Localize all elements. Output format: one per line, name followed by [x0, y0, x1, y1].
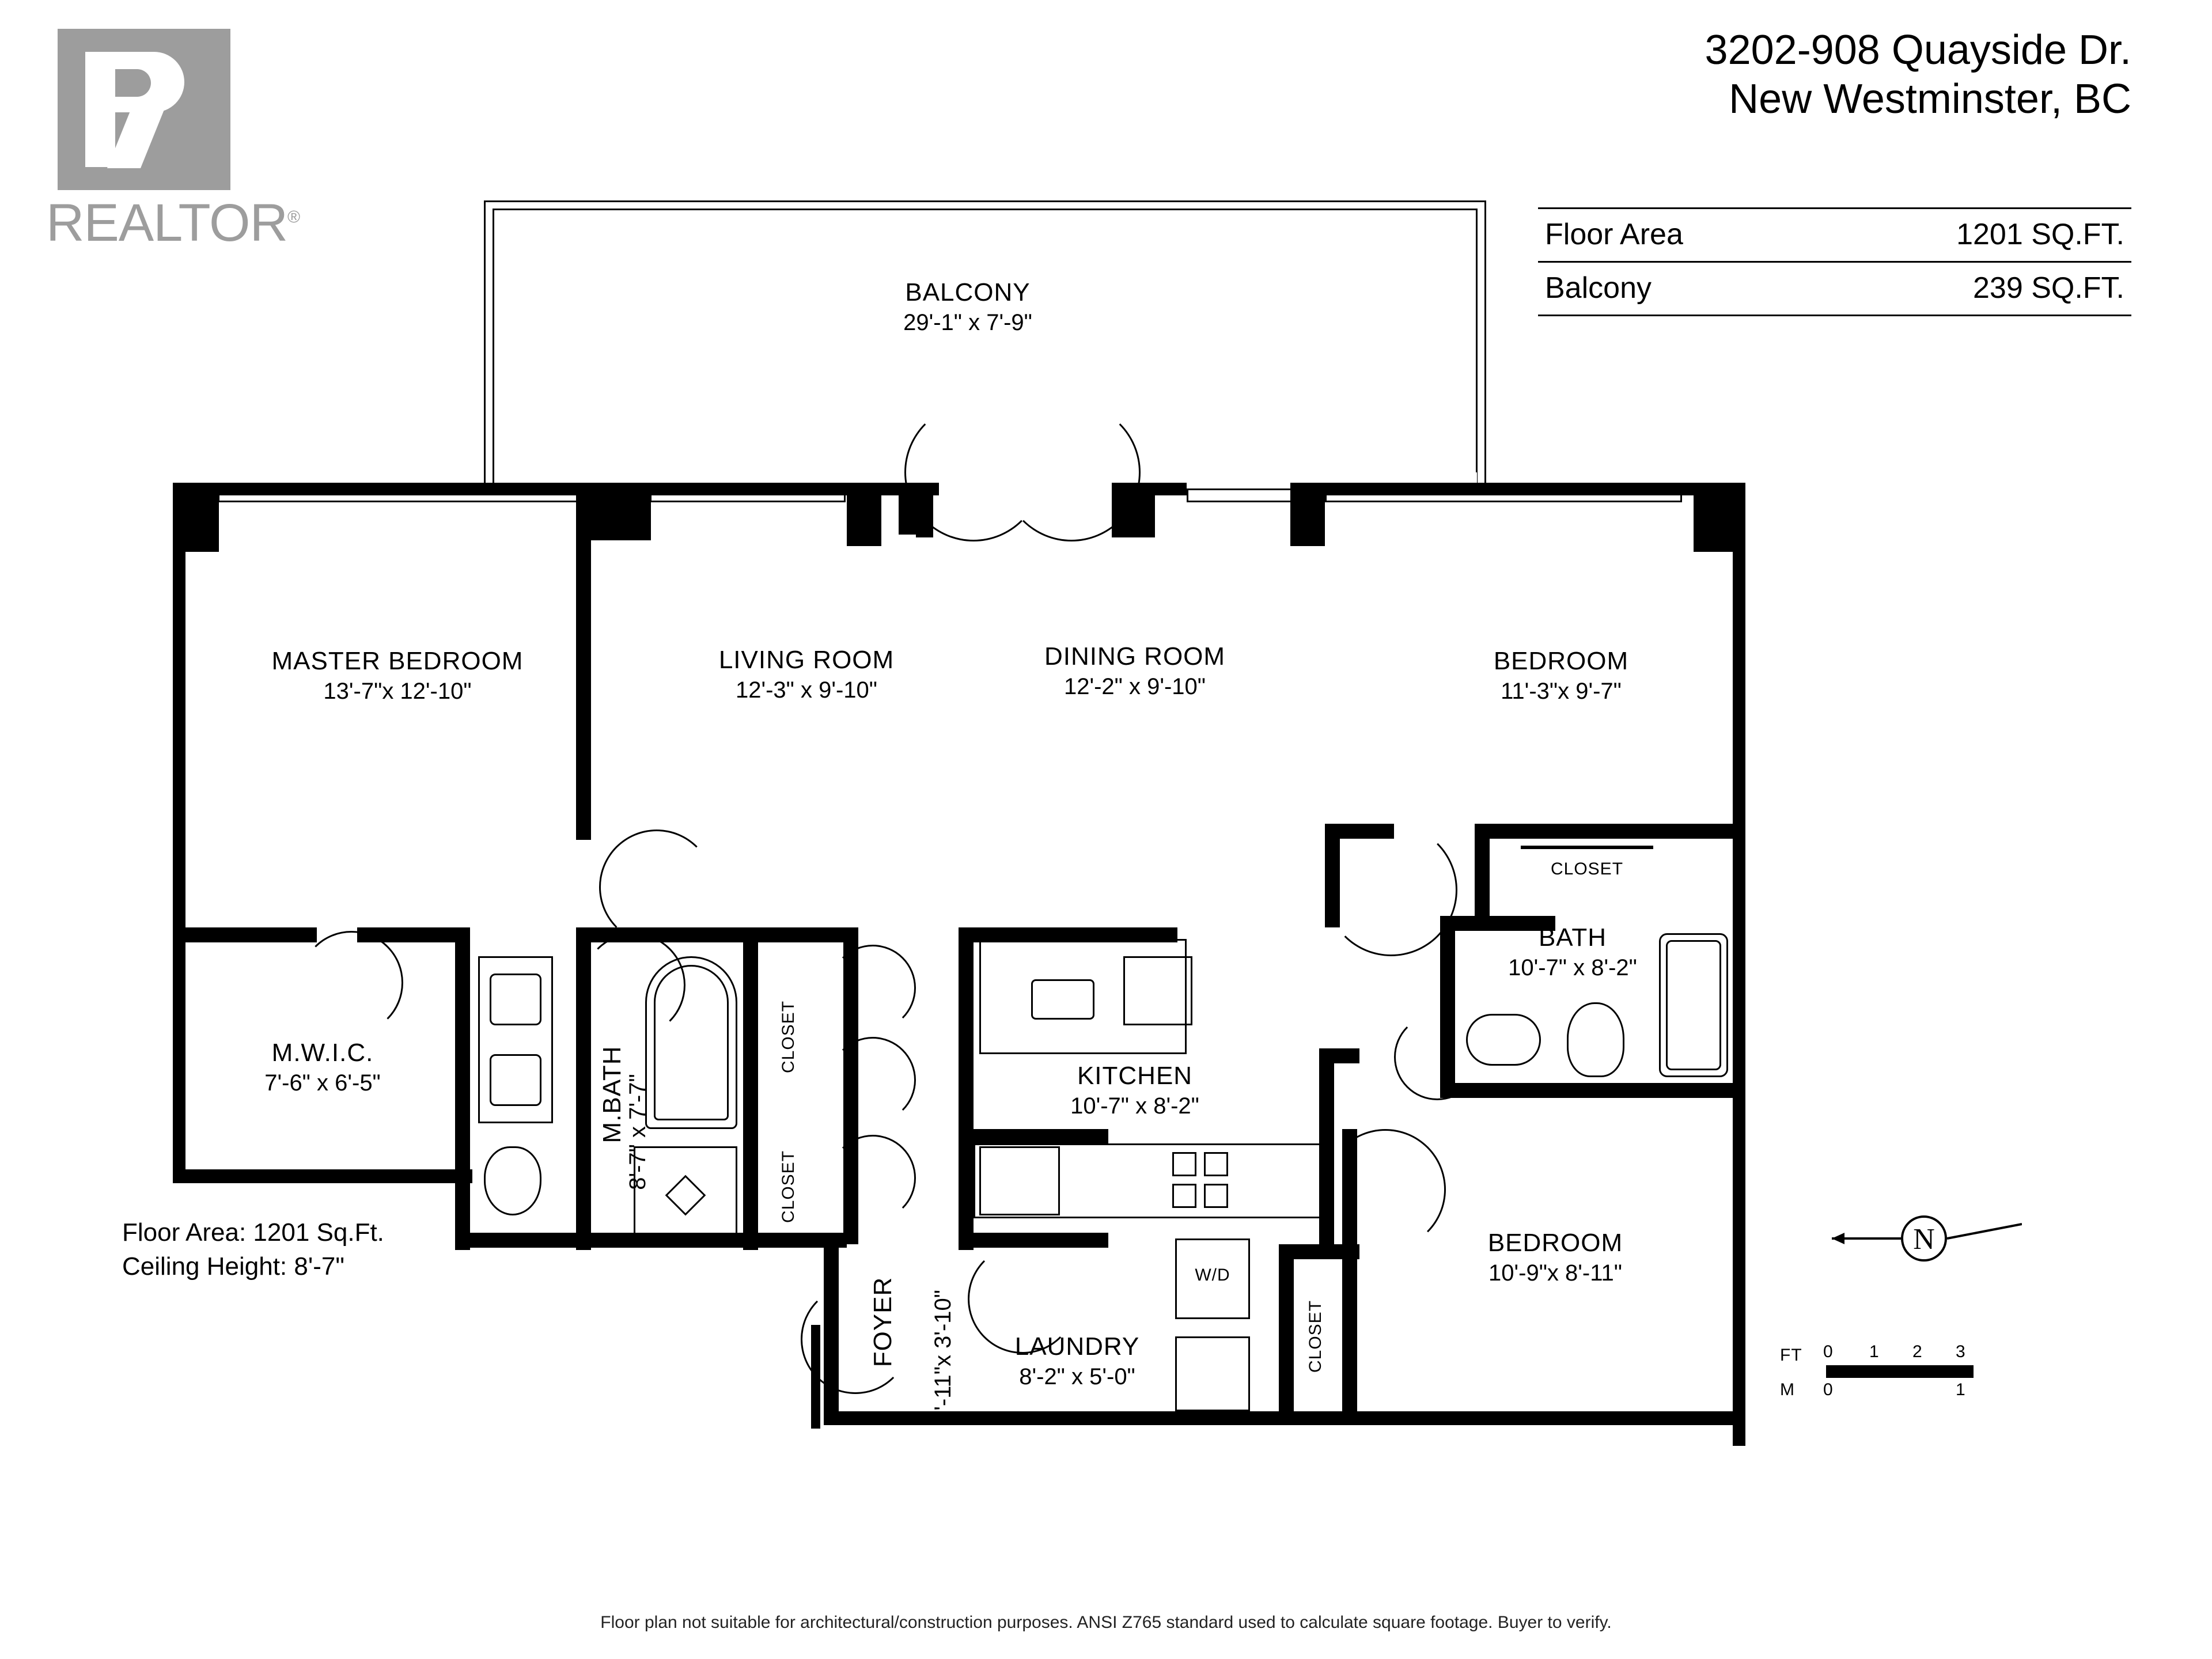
entry-door-leaf [811, 1325, 820, 1429]
bedroom-2-name: BEDROOM [1493, 647, 1629, 675]
washer-dryer-label: W/D [1195, 1266, 1230, 1285]
wall-bath-bottom [1440, 1083, 1745, 1098]
kitchen-cooktop [1123, 956, 1192, 1025]
note-floor-area: Floor Area: 1201 Sq.Ft. [122, 1218, 384, 1247]
master-bedroom-dim: 13'-7"x 12'-10" [323, 679, 472, 704]
room-label-bedroom-3 [1394, 1227, 1717, 1287]
laundry-dim: 8'-2" x 5'-0" [1019, 1364, 1135, 1389]
room-label-kitchen [1014, 1060, 1256, 1120]
label-closet-2 [778, 1120, 801, 1253]
address-line-1: 3202-908 Quayside Dr. [1705, 27, 2131, 73]
address-line-2: New Westminster, BC [1729, 75, 2131, 122]
balcony-dim: 29'-1" x 7'-9" [903, 310, 1032, 335]
compass-north-icon [1832, 1204, 2022, 1279]
foyer-name: FOYER [869, 1277, 897, 1368]
room-dim-master-bath [622, 1011, 657, 1253]
realtor-word-text: REALTOR [46, 194, 288, 252]
mwic-dim: 7'-6" x 6'-5" [264, 1070, 381, 1096]
foyer-dim: 7'-11"x 3'-10" [930, 1290, 956, 1423]
toilet-master [484, 1146, 541, 1215]
laundry-name: LAUNDRY [1014, 1332, 1140, 1361]
living-room-dim: 12'-3" x 9'-10" [735, 677, 877, 703]
wall-kitchen-left [959, 927, 974, 1135]
scale-bar [1780, 1342, 1987, 1403]
exterior-wall-bottom-left [173, 1169, 472, 1183]
room-label-bath [1457, 922, 1688, 982]
label-closet-bedroom2 [1515, 858, 1659, 880]
floor-area-value: 1201 SQ.FT. [1956, 218, 2124, 251]
wall-block-a [847, 483, 881, 546]
scale-m-tick-1: 1 [1956, 1380, 1966, 1399]
scale-ft-label: FT [1780, 1346, 1802, 1365]
room-label-mwic [207, 1037, 438, 1097]
dining-room-name: DINING ROOM [1044, 642, 1226, 671]
svg-text:N: N [1913, 1223, 1935, 1256]
wall-kitchen-right-2 [1319, 1048, 1359, 1063]
room-label-laundry [956, 1331, 1198, 1391]
door-arc-balcony-right [1002, 403, 1141, 541]
room-label-foyer [867, 1253, 896, 1391]
room-dim-foyer [927, 1262, 956, 1452]
disclaimer-text: Floor plan not suitable for architectural/construction purposes. ANSI Z765 standard used to calculate square footage. Buyer to verify. [600, 1613, 1612, 1632]
closet-shelf-bedroom2b [1521, 846, 1653, 849]
kitchen-fridge [979, 1146, 1060, 1215]
compass-rose [1832, 1204, 2022, 1279]
dining-room-dim: 12'-2" x 9'-10" [1063, 674, 1206, 699]
closet-1-text: CLOSET [779, 1000, 798, 1074]
wall-laundry-left [959, 1129, 974, 1250]
bath-dim: 10'-7" x 8'-2" [1508, 955, 1637, 980]
closet-bedroom2-text: CLOSET [1550, 859, 1624, 878]
kitchen-burner-3 [1172, 1184, 1196, 1208]
master-bath-name: M.BATH [598, 1046, 626, 1143]
exterior-wall-bottom-right [1342, 1411, 1745, 1425]
label-closet-3 [1305, 1270, 1328, 1403]
scale-ft-tick-0: 0 [1823, 1342, 1834, 1361]
mwic-name: M.W.I.C. [271, 1039, 374, 1067]
area-note-block [122, 1215, 384, 1284]
door-arc-mwic [300, 931, 403, 1035]
scale-ft-tick-1: 1 [1869, 1342, 1880, 1361]
kitchen-dim: 10'-7" x 8'-2" [1070, 1093, 1199, 1119]
note-ceiling-height: Ceiling Height: 8'-7" [122, 1252, 344, 1281]
door-arc-closet-3 [830, 1135, 916, 1221]
kitchen-burner-1 [1172, 1152, 1196, 1176]
room-label-balcony [818, 276, 1118, 337]
sink-master-2 [490, 1054, 541, 1106]
bedroom-2-dim: 11'-3"x 9'-7" [1501, 679, 1622, 704]
exterior-wall-left [173, 483, 185, 1180]
kitchen-burner-4 [1204, 1184, 1228, 1208]
scale-m-label: M [1780, 1380, 1795, 1399]
kitchen-name: KITCHEN [1077, 1062, 1193, 1090]
master-bath-dim: 8'-7" x 7'-7" [625, 1074, 650, 1190]
kitchen-burner-2 [1204, 1152, 1228, 1176]
wall-kitchen-lower [959, 1129, 1108, 1144]
exterior-wall-bottom-mid [824, 1411, 1348, 1425]
bedroom-3-name: BEDROOM [1487, 1229, 1623, 1257]
floor-area-label: Floor Area [1545, 218, 1683, 251]
bedroom-3-dim: 10'-9"x 8'-11" [1488, 1260, 1622, 1286]
scale-m-tick-0: 0 [1823, 1380, 1834, 1399]
balcony-area-label: Balcony [1545, 271, 1652, 305]
balcony-area-value: 239 SQ.FT. [1973, 271, 2124, 305]
closet-2-text: CLOSET [779, 1150, 798, 1224]
label-closet-1 [778, 971, 801, 1103]
exterior-wall-top-right [1319, 483, 1745, 495]
room-label-dining-room [985, 641, 1285, 701]
room-label-bedroom-2 [1400, 645, 1722, 706]
closet-3-text: CLOSET [1306, 1300, 1325, 1373]
living-room-name: LIVING ROOM [718, 646, 895, 674]
registered-mark: ® [287, 207, 300, 227]
balcony-name: BALCONY [905, 278, 1031, 306]
room-label-master-bedroom [219, 645, 576, 706]
bath-name: BATH [1538, 923, 1607, 952]
door-arc-bedroom2 [1325, 824, 1457, 956]
exterior-wall-right-lower [1733, 1371, 1745, 1446]
scale-bar-graphic [1826, 1365, 1974, 1378]
wall-master-living [576, 483, 591, 840]
interior-wall-mwic-top [173, 927, 317, 942]
room-label-living-room [662, 644, 950, 704]
exterior-wall-right [1733, 483, 1745, 1381]
toilet-main-bath [1567, 1002, 1624, 1077]
wall-bedroom3-closet-left [1279, 1244, 1294, 1417]
wall-closet-left [743, 927, 758, 1250]
scale-ft-tick-2: 2 [1912, 1342, 1923, 1361]
sink-master-1 [490, 974, 541, 1025]
scale-ft-tick-3: 3 [1956, 1342, 1966, 1361]
door-arc-bath [1394, 1014, 1480, 1100]
door-arc-closet-2 [830, 1037, 916, 1123]
master-bedroom-name: MASTER BEDROOM [271, 647, 524, 675]
kitchen-sink [1031, 979, 1094, 1020]
closet-shelf-bedroom2 [1521, 831, 1653, 834]
window-band-left [218, 488, 578, 502]
door-arc-closet-1 [830, 945, 916, 1031]
door-arc-master [599, 830, 714, 945]
wall-bedroom3-closet-top [1279, 1244, 1359, 1259]
wall-master-bath-vert [455, 927, 470, 1250]
